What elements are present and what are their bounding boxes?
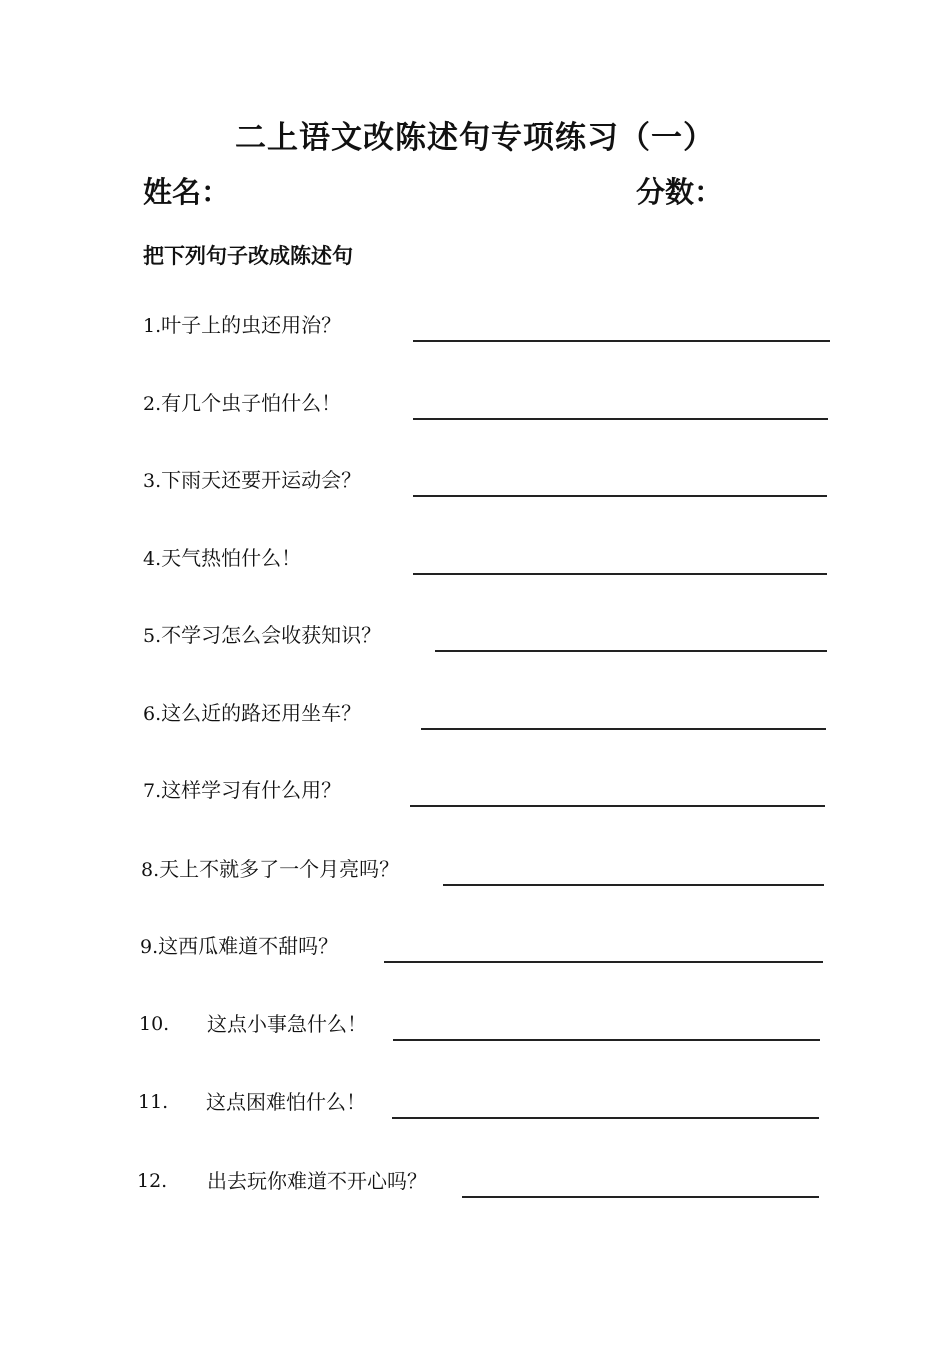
question-number: 6. <box>143 703 162 725</box>
instruction-text: 把下列句子改成陈述句 <box>143 244 353 268</box>
answer-line[interactable] <box>443 884 824 886</box>
answer-line[interactable] <box>392 1117 819 1119</box>
question-sentence: 叶子上的虫还用治？ <box>161 313 342 337</box>
question-item <box>138 1079 825 1119</box>
question-item <box>141 846 828 886</box>
question-number: 1. <box>143 315 162 337</box>
answer-line[interactable] <box>462 1196 819 1198</box>
question-item <box>143 535 830 575</box>
answer-line[interactable] <box>393 1039 820 1041</box>
question-number: 5. <box>143 625 162 647</box>
question-sentence: 这西瓜难道不甜吗？ <box>158 934 339 958</box>
question-item <box>137 1158 824 1198</box>
question-text <box>143 387 341 416</box>
question-number: 10. <box>139 1013 170 1035</box>
question-item <box>143 302 830 342</box>
answer-line[interactable] <box>413 340 830 342</box>
question-number: 9. <box>140 936 159 958</box>
question-text <box>143 774 341 803</box>
question-number: 8. <box>141 859 160 881</box>
answer-line[interactable] <box>413 418 828 420</box>
question-number: 11. <box>138 1091 169 1113</box>
question-number: 7. <box>143 780 162 802</box>
question-sentence: 天上不就多了一个月亮吗？ <box>159 857 400 881</box>
answer-line[interactable] <box>410 805 825 807</box>
question-item <box>140 923 827 963</box>
question-item <box>143 457 830 497</box>
question-sentence: 这点困难怕什么！ <box>206 1090 366 1114</box>
question-sentence: 有几个虫子怕什么！ <box>161 391 342 415</box>
question-number: 3. <box>143 470 162 492</box>
question-item <box>139 1001 826 1041</box>
question-number: 2. <box>143 393 162 415</box>
question-item <box>143 380 830 420</box>
question-text <box>143 309 341 338</box>
answer-line[interactable] <box>413 573 827 575</box>
question-sentence: 这样学习有什么用？ <box>161 778 342 802</box>
question-text <box>143 542 301 571</box>
question-text <box>143 697 361 726</box>
question-sentence: 这点小事急什么！ <box>207 1012 367 1036</box>
question-number: 12. <box>137 1170 168 1192</box>
question-text <box>143 464 361 493</box>
question-sentence: 下雨天还要开运动会？ <box>161 468 362 492</box>
question-sentence: 天气热怕什么！ <box>161 546 302 570</box>
question-text <box>140 930 338 959</box>
answer-line[interactable] <box>421 728 826 730</box>
question-text <box>141 853 399 882</box>
name-label: 姓名： <box>143 175 231 209</box>
page-title: 二上语文改陈述句专项练习（一） <box>235 120 715 156</box>
question-text <box>143 619 381 648</box>
score-label: 分数： <box>636 175 724 209</box>
question-item <box>143 612 830 652</box>
question-sentence: 出去玩你难道不开心吗？ <box>207 1169 427 1193</box>
answer-line[interactable] <box>435 650 827 652</box>
question-number: 4. <box>143 548 162 570</box>
answer-line[interactable] <box>384 961 823 963</box>
question-item <box>143 690 830 730</box>
question-item <box>143 767 830 807</box>
answer-line[interactable] <box>413 495 827 497</box>
question-sentence: 不学习怎么会收获知识？ <box>161 623 382 647</box>
question-sentence: 这么近的路还用坐车？ <box>161 701 362 725</box>
